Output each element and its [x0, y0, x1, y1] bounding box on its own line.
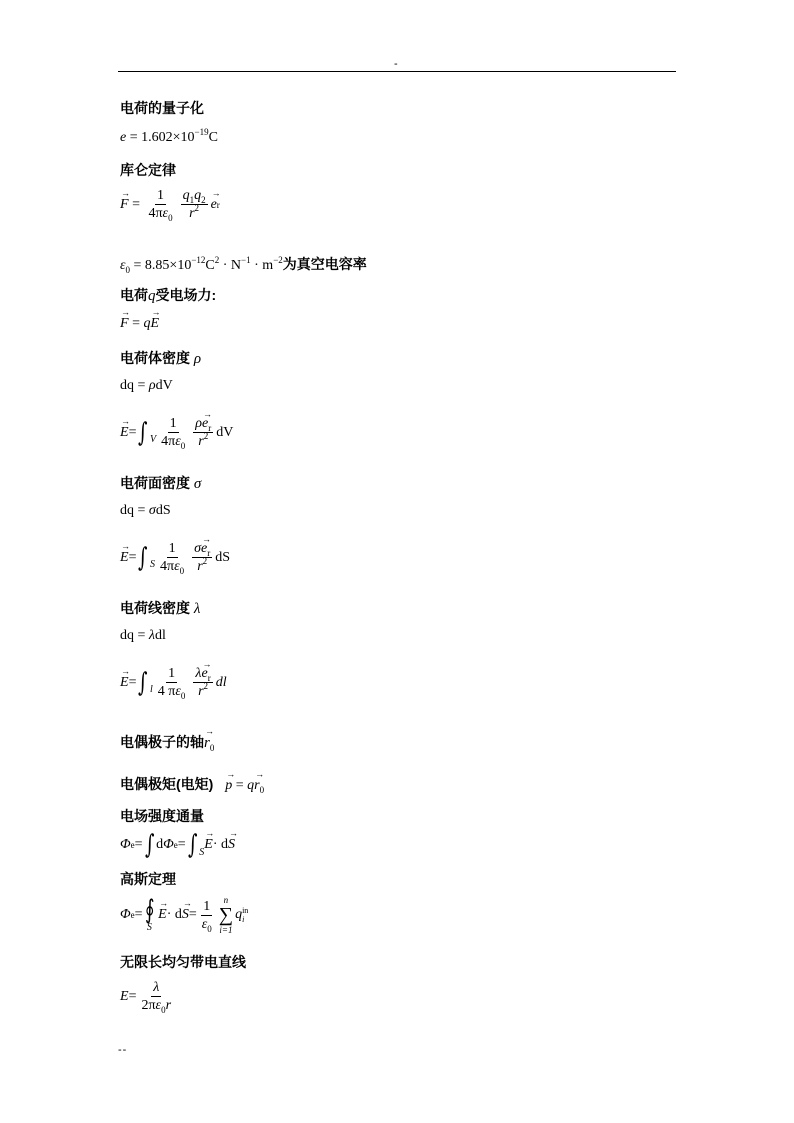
eq-electric-flux: Φ e = ∫ d Φ e = ∫ S → E · d → S [120, 832, 235, 858]
heading-coulomb-law: 库仑定律 [120, 162, 176, 178]
eq-dipole-moment: → $p = q\to r_0$ [225, 778, 264, 793]
footer-mark: -- [118, 1044, 128, 1056]
integral-sign: ∫ [187, 830, 198, 860]
eq-infinite-line-field: E = $\frac{\lambda}{2\pi\varepsilon_0r}$ [120, 980, 172, 1015]
eq-line-dq: dq = λdl [120, 628, 166, 643]
heading-volume-density: 电荷体密度 ρ [120, 350, 202, 367]
heading-dipole-moment: 电偶极矩(电矩) → $p = q\to r_0$ [120, 774, 264, 794]
fraction-charges-over-r2: $\frac{q_1q_2}{r^2}$ [182, 188, 206, 221]
unit-vector-er: → e [211, 197, 217, 213]
eq-surface-dq: dq = σdS [120, 503, 171, 518]
closed-surface-integral: ∮ S [144, 895, 155, 933]
header-rule [118, 71, 676, 72]
heading-surface-density: 电荷面密度 σ [120, 475, 202, 492]
eq-volume-field: → E = ∫ V $\frac{1}{4\pi\varepsilon_0}$ $\frac{\rho\to e_r}{r^2}$ dV [120, 416, 233, 449]
integral-sign: ∫ [144, 830, 155, 860]
summation-sign: n ∑ i=1 [218, 895, 234, 935]
heading-charge-quantization: 电荷的量子化 [120, 100, 204, 116]
fraction-coulomb-constant: $\frac{1}{4\pi\varepsilon_0}$ [148, 188, 173, 223]
integral-sign: ∫ [138, 417, 148, 448]
integral-sign: ∫ [138, 667, 148, 698]
symbol-F-vector: → F [120, 197, 129, 213]
heading-electric-force: 电荷q受电场力: [120, 287, 217, 304]
vacuum-permittivity-label: 为真空电容率 [282, 256, 367, 272]
heading-infinite-line-charge: 无限长均匀带电直线 [120, 954, 246, 970]
eq-line-field: → E = ∫ l $\frac{1}{4 \pi\varepsilon_0}$ $\frac{\lambda\to e_r}{r^2}$ dl [120, 666, 227, 699]
eq-electric-force: → F = q→ E [120, 316, 159, 332]
symbol-e: e [120, 130, 127, 145]
eq-surface-field: → E = ∫ S $\frac{1}{4\pi\varepsilon_0}$ $\frac{\sigma\to e_r}{r^2}$ dS [120, 541, 230, 574]
eq-coulomb-law: → F = $\frac{1}{4\pi\varepsilon_0}$ $\frac{q_1q_2}{r^2}$ → e r [120, 188, 220, 221]
eq-volume-dq: dq = ρdV [120, 378, 173, 393]
heading-line-density: 电荷线密度 λ [120, 600, 201, 617]
eq-elementary-charge: $e = 1.602\times 10^{-19}C$ [120, 127, 218, 145]
heading-electric-flux: 电场强度通量 [120, 808, 204, 824]
header-mark: - [394, 58, 398, 70]
integral-sign: ∫ [138, 542, 148, 573]
heading-dipole-axis: 电偶极子的轴→ $r_0$ [120, 732, 214, 752]
heading-gauss-law: 高斯定理 [120, 871, 176, 887]
eq-gauss-law: Φ e = ∮ S → E · d → S = $\frac{1}{\varepsilon_0}$ n ∑ i=1 q in i [120, 895, 248, 935]
eq-vacuum-permittivity: $\varepsilon_0 = 8.85\times 10^{-12}C^2 \cdot N^{-1} \cdot m^{-2}$为真空电容率 [120, 255, 367, 275]
